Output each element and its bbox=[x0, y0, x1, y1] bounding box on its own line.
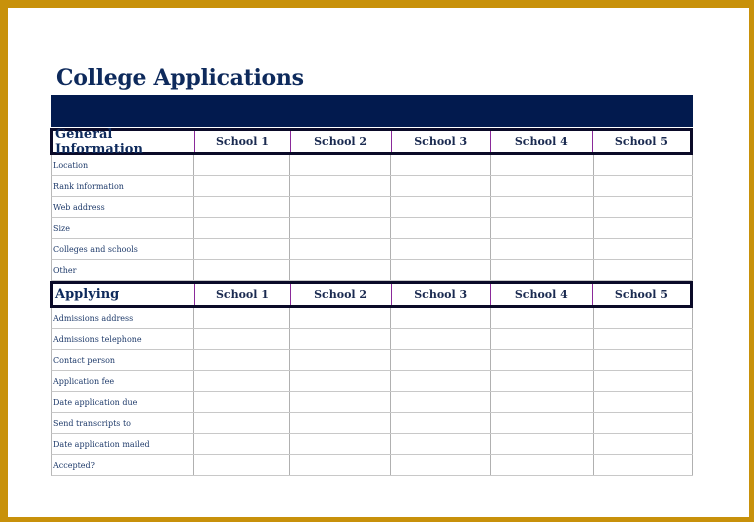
table-cell[interactable] bbox=[491, 218, 594, 238]
table-cell[interactable] bbox=[290, 392, 392, 412]
table-cell[interactable] bbox=[491, 197, 594, 217]
table-row bbox=[51, 239, 693, 260]
row-label: Size bbox=[52, 218, 194, 238]
table-row bbox=[51, 392, 693, 413]
table-cell[interactable] bbox=[290, 350, 392, 370]
table-cell[interactable] bbox=[594, 176, 693, 196]
table-cell[interactable] bbox=[290, 455, 392, 475]
table-cell[interactable] bbox=[594, 260, 693, 280]
school-column-header: School 4 bbox=[491, 131, 593, 152]
row-label: Web address bbox=[52, 197, 194, 217]
table-cell[interactable] bbox=[194, 434, 290, 454]
school-column-header: School 1 bbox=[195, 284, 290, 305]
row-label: Admissions telephone bbox=[52, 329, 194, 349]
table-cell[interactable] bbox=[290, 329, 392, 349]
row-label: Date application mailed bbox=[52, 434, 194, 454]
row-label: Send transcripts to bbox=[52, 413, 194, 433]
table-cell[interactable] bbox=[594, 350, 693, 370]
table-cell[interactable] bbox=[491, 413, 594, 433]
school-column-header: School 5 bbox=[614, 135, 668, 148]
table-cell[interactable] bbox=[491, 392, 594, 412]
section-header bbox=[50, 281, 693, 308]
table-cell[interactable] bbox=[194, 455, 290, 475]
school-column-header: School 3 bbox=[392, 131, 491, 152]
table-cell[interactable] bbox=[594, 239, 693, 259]
table-cell[interactable] bbox=[290, 176, 392, 196]
table-cell[interactable] bbox=[594, 413, 693, 433]
table-cell[interactable] bbox=[194, 155, 290, 175]
school-column-header: School 2 bbox=[291, 131, 392, 152]
table-cell[interactable] bbox=[594, 308, 693, 328]
table-row bbox=[51, 329, 693, 350]
table-cell[interactable] bbox=[491, 329, 594, 349]
table-cell[interactable] bbox=[194, 413, 290, 433]
table-cell[interactable] bbox=[594, 329, 693, 349]
table-row bbox=[51, 455, 693, 476]
table-row bbox=[51, 155, 693, 176]
table-cell[interactable] bbox=[194, 176, 290, 196]
table-cell[interactable] bbox=[391, 392, 491, 412]
row-label: Date application due bbox=[52, 392, 194, 412]
table-cell[interactable] bbox=[491, 434, 594, 454]
table-cell[interactable] bbox=[391, 329, 491, 349]
table-cell[interactable] bbox=[491, 260, 594, 280]
school-column-header: School 3 bbox=[392, 284, 491, 305]
section-header bbox=[50, 128, 693, 155]
table-cell[interactable] bbox=[594, 392, 693, 412]
table-row bbox=[51, 260, 693, 281]
school-column-header: School 1 bbox=[195, 131, 290, 152]
table-cell[interactable] bbox=[290, 308, 392, 328]
applications-table bbox=[51, 128, 693, 476]
table-cell[interactable] bbox=[290, 155, 392, 175]
table-row bbox=[51, 176, 693, 197]
table-cell[interactable] bbox=[194, 218, 290, 238]
row-label: Location bbox=[52, 155, 194, 175]
table-cell[interactable] bbox=[594, 371, 693, 391]
table-cell[interactable] bbox=[290, 434, 392, 454]
table-cell[interactable] bbox=[391, 350, 491, 370]
table-cell[interactable] bbox=[194, 371, 290, 391]
table-cell[interactable] bbox=[194, 329, 290, 349]
table-cell[interactable] bbox=[290, 260, 392, 280]
school-column-header: School 5 bbox=[614, 288, 668, 301]
table-row bbox=[51, 371, 693, 392]
table-cell[interactable] bbox=[290, 239, 392, 259]
table-cell[interactable] bbox=[194, 392, 290, 412]
table-cell[interactable] bbox=[391, 260, 491, 280]
header-band bbox=[51, 95, 693, 127]
table-cell[interactable] bbox=[491, 176, 594, 196]
table-cell[interactable] bbox=[194, 197, 290, 217]
table-cell[interactable] bbox=[491, 455, 594, 475]
table-row bbox=[51, 308, 693, 329]
table-cell[interactable] bbox=[290, 197, 392, 217]
table-cell[interactable] bbox=[491, 239, 594, 259]
table-row bbox=[51, 413, 693, 434]
table-cell[interactable] bbox=[290, 218, 392, 238]
table-cell[interactable] bbox=[391, 176, 491, 196]
table-cell[interactable] bbox=[594, 197, 693, 217]
table-cell[interactable] bbox=[391, 155, 491, 175]
table-cell[interactable] bbox=[594, 455, 693, 475]
row-label: Application fee bbox=[52, 371, 194, 391]
table-cell[interactable] bbox=[391, 371, 491, 391]
row-label: Colleges and schools bbox=[52, 239, 194, 259]
section-title: Applying bbox=[53, 284, 195, 305]
table-cell[interactable] bbox=[290, 371, 392, 391]
table-cell[interactable] bbox=[594, 155, 693, 175]
table-cell[interactable] bbox=[194, 350, 290, 370]
row-label: Accepted? bbox=[52, 455, 194, 475]
table-cell[interactable] bbox=[491, 350, 594, 370]
table-row bbox=[51, 434, 693, 455]
table-cell[interactable] bbox=[194, 260, 290, 280]
table-cell[interactable] bbox=[194, 308, 290, 328]
row-label: Other bbox=[52, 260, 194, 280]
page-title: College Applications bbox=[56, 65, 304, 91]
table-cell[interactable] bbox=[391, 197, 491, 217]
table-cell[interactable] bbox=[491, 308, 594, 328]
row-label: Rank information bbox=[52, 176, 194, 196]
table-cell[interactable] bbox=[391, 455, 491, 475]
page bbox=[8, 8, 749, 517]
table-row bbox=[51, 350, 693, 371]
table-row bbox=[51, 218, 693, 239]
table-cell[interactable] bbox=[391, 434, 491, 454]
table-cell[interactable] bbox=[391, 308, 491, 328]
table-cell[interactable] bbox=[594, 434, 693, 454]
table-cell[interactable] bbox=[194, 239, 290, 259]
table-cell[interactable] bbox=[391, 239, 491, 259]
table-cell[interactable] bbox=[491, 155, 594, 175]
section-title: General Information bbox=[53, 131, 195, 152]
table-cell[interactable] bbox=[391, 413, 491, 433]
row-label: Admissions address bbox=[52, 308, 194, 328]
table-cell[interactable] bbox=[491, 371, 594, 391]
table-cell[interactable] bbox=[290, 413, 392, 433]
school-column-header: School 2 bbox=[291, 284, 392, 305]
table-cell[interactable] bbox=[594, 218, 693, 238]
table-cell[interactable] bbox=[391, 218, 491, 238]
table-row bbox=[51, 197, 693, 218]
school-column-header: School 4 bbox=[491, 284, 593, 305]
row-label: Contact person bbox=[52, 350, 194, 370]
